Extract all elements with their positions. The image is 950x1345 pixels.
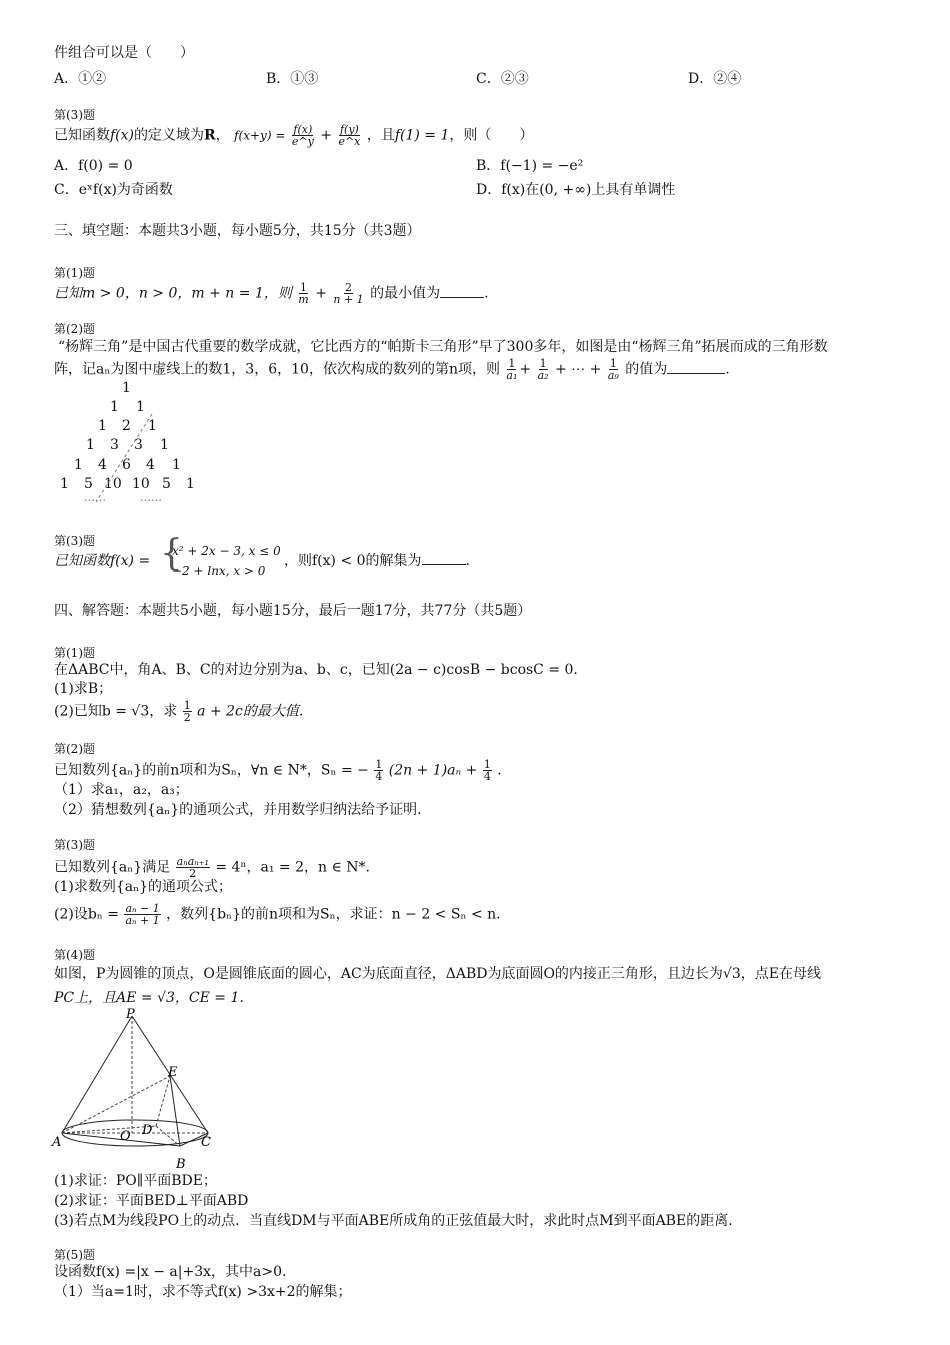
subquestion-1: (1)求证：PO∥平面BDE；	[54, 1173, 217, 1189]
option-a: A．①②	[54, 71, 107, 87]
question-stem: “杨辉三角”是中国古代重要的数学成就，它比西方的“帕斯卡三角形”早了300多年，如图是由“杨辉三角”拓展而成的三角形数	[58, 339, 828, 355]
question-stem: 设函数f(x) =|x − a|+3x，其中a>0.	[54, 1264, 287, 1280]
subquestion-2: (2)已知b = √3，求 $\frac{1}{2}$ a + 2c的最大值.	[54, 699, 304, 724]
answer-blank	[440, 297, 484, 298]
question-label: 第(5)题	[54, 1248, 95, 1262]
question-stem: 已知数列{aₙ}的前n项和为Sₙ，∀n ∈ N*，Sₙ = − $\frac{1}{4}$ (2n + 1)aₙ + $\frac{1}{4}$ .	[54, 758, 502, 783]
subquestion-2: (2)求证：平面BED⊥平面ABD	[54, 1193, 249, 1209]
option-c: C．②③	[476, 71, 529, 87]
question-label: 第(1)题	[54, 646, 95, 660]
answer-blank	[667, 373, 725, 374]
subquestion-2: (2)设bₙ = $\frac{\text{aₙ − 1}}{\text{aₙ + 1}}$ ，数列{bₙ}的前n项和为Sₙ，求证：n − 2 < Sₙ < n.	[54, 902, 501, 927]
section-heading: 四、解答题：本题共5小题，每小题15分，最后一题17分，共77分（共5题）	[54, 603, 532, 619]
point-label-b: B	[176, 1157, 186, 1172]
question-stem: 已知函数f(x)的定义域为R， f(x+y) = $\frac{f(x)}{e\^{}y}$ + $\frac{f(y)}{e\^{}x}$ ，且f(1) = 1，则（ ）	[54, 123, 534, 148]
point-label-p: P	[126, 1008, 135, 1022]
option-d: D．f(x)在(0, +∞)上具有单调性	[476, 182, 676, 198]
point-label-a: A	[52, 1135, 62, 1150]
subquestion-1: (1)求B；	[54, 681, 113, 697]
option-b: B．f(−1) = −e²	[476, 158, 584, 174]
question-stem: 如图，P为圆锥的顶点，O是圆锥底面的圆心，AC为底面直径，ΔABD为底面圆O的内接正三角形，且边长为√3，点E在母线	[54, 966, 821, 982]
question-stem: 已知数列{aₙ}满足 $\frac{\text{aₙaₙ₊₁}}{2}$ = 4ⁿ，a₁ = 2，n ∈ N*.	[54, 855, 370, 880]
question-label: 第(2)题	[54, 742, 95, 756]
subquestion-1: （1）当a=1时，求不等式f(x) >3x+2的解集；	[54, 1284, 352, 1300]
subquestion-3: (3)若点M为线段PO上的动点．当直线DM与平面ABE所成角的正弦值最大时，求此时点M到平面ABE的距离.	[54, 1213, 733, 1229]
dashed-diagonal	[90, 410, 170, 510]
piecewise-brace: {	[160, 533, 183, 574]
question-label: 第(3)题	[54, 838, 95, 852]
cone-figure	[50, 1008, 230, 1176]
question-label: 第(3)题	[54, 534, 95, 548]
point-label-d: D	[142, 1123, 153, 1138]
question-label: 第(4)题	[54, 948, 95, 962]
piecewise-case-2: −2 + lnx, x > 0	[172, 564, 266, 578]
question-label: 第(2)题	[54, 322, 95, 336]
option-a: A．f(0) = 0	[54, 158, 133, 174]
question-stem: 已知m > 0，n > 0，m + n = 1，则 $\frac{1}{m}$ + $\frac{2}{n + 1}$ 的最小值为 .	[54, 281, 489, 306]
point-label-e: E	[168, 1065, 178, 1080]
section-heading: 三、填空题：本题共3小题，每小题5分，共15分（共3题）	[54, 223, 421, 239]
question-stem-cont: ，则f(x) < 0的解集为 .	[284, 553, 470, 569]
question-stem: 在ΔABC中，角A、B、C的对边分别为a、b、c，已知(2a − c)cosB − bcosC = 0.	[54, 662, 578, 678]
option-c: C．eˣf(x)为奇函数	[54, 182, 173, 198]
question-stem-cont: PC上，且AE = √3，CE = 1.	[54, 990, 244, 1006]
question-label: 第(1)题	[54, 266, 95, 280]
question-stem-cont: 阵，记aₙ为图中虚线上的数1，3，6，10，依次构成的数列的第n项，则 $\frac{1}{\text{a₁}}$ + $\frac{1}{\text{a₂}}$ + ⋯ + $\frac{1}{\text{a₉}}$ 的值为 .	[54, 357, 730, 382]
option-b: B．①③	[266, 71, 319, 87]
question-fragment: 件组合可以是（ ）	[54, 45, 194, 61]
piecewise-case-1: x² + 2x − 3, x ≤ 0	[172, 544, 281, 558]
point-label-o: O	[120, 1129, 131, 1144]
option-d: D．②④	[688, 71, 742, 87]
answer-blank	[422, 564, 466, 565]
subquestion-2: （2）猜想数列{aₙ}的通项公式，并用数学归纳法给予证明.	[54, 802, 422, 818]
question-stem: 已知函数f(x) =	[54, 553, 151, 569]
point-label-c: C	[201, 1135, 211, 1150]
subquestion-1: (1)求数列{aₙ}的通项公式；	[54, 879, 233, 895]
question-label: 第(3)题	[54, 108, 95, 122]
subquestion-1: （1）求a₁，a₂，a₃；	[54, 782, 189, 798]
